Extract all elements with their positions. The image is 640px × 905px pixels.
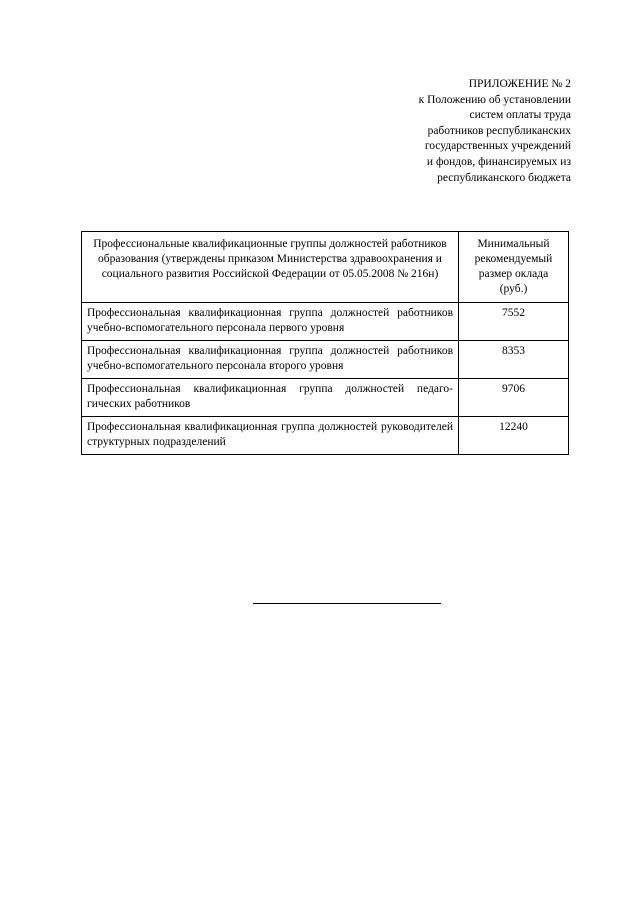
group-name-cell: Профессиональная квалификационная группа должностей работников учебно-вспомогательного персонала второго уровня bbox=[82, 341, 459, 379]
appendix-line: систем оплаты труда bbox=[469, 109, 571, 122]
group-name-cell: Профессиональная квалификационная группа должностей педагогических работников bbox=[82, 379, 459, 417]
table-header-row bbox=[82, 232, 569, 303]
appendix-line: и фондов, финансируемых из bbox=[426, 155, 571, 168]
appendix-line: работников республиканских bbox=[427, 124, 571, 137]
appendix-line: республиканского бюджета bbox=[437, 171, 571, 184]
header-salary-cell: Минимальный рекомендуемый размер оклада (руб.) bbox=[459, 232, 569, 303]
group-name-cell: Профессиональная квалификационная группа должностей руководителей структурных подразделений bbox=[82, 417, 459, 455]
appendix-title: ПРИЛОЖЕНИЕ № 2 bbox=[468, 78, 571, 90]
group-name-cell: Профессиональная квалификационная группа должностей работников учебно-вспомогательного персонала первого уровня bbox=[82, 303, 459, 341]
table-row bbox=[82, 417, 569, 455]
header-group-cell: Профессиональные квалификационные группы должностей работников образования (утверждены приказом Министерства здравоохранения и социального развития Российской Федерации от 05.05.2008 № 216н) bbox=[82, 232, 459, 303]
salary-value-cell: 8353 bbox=[459, 341, 569, 379]
salary-value-cell: 7552 bbox=[459, 303, 569, 341]
end-divider-line bbox=[253, 603, 441, 604]
appendix-line: государственных учреждений bbox=[424, 140, 571, 153]
salary-value-cell: 9706 bbox=[459, 379, 569, 417]
salary-table bbox=[81, 231, 569, 455]
appendix-block bbox=[331, 77, 571, 186]
table-row bbox=[82, 341, 569, 379]
table-row bbox=[82, 379, 569, 417]
salary-value-cell: 12240 bbox=[459, 417, 569, 455]
appendix-line: к Положению об установлении bbox=[418, 93, 571, 106]
table-row bbox=[82, 303, 569, 341]
